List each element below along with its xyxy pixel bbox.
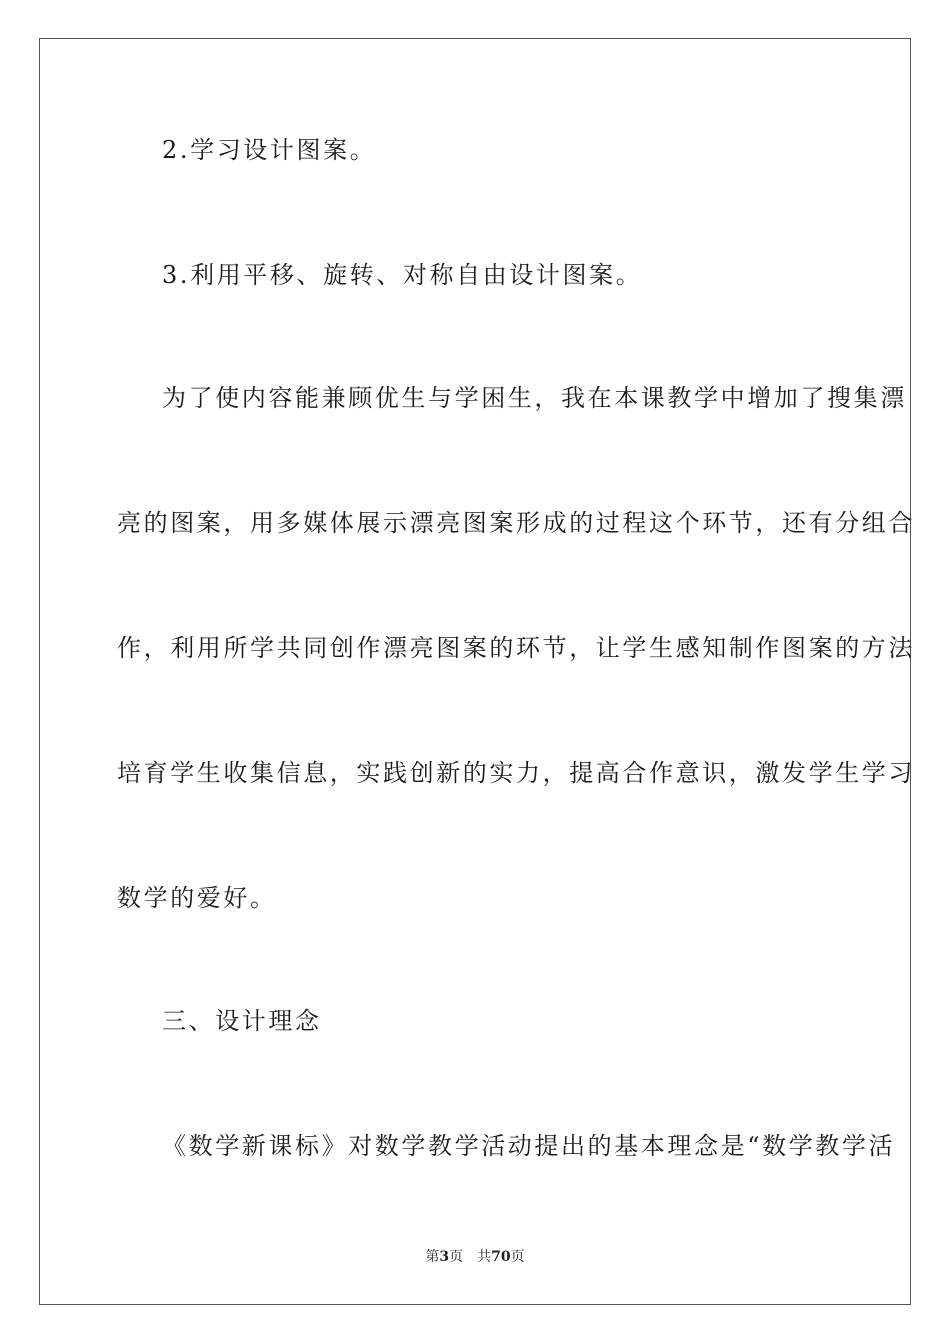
section-heading: 三、设计理念 <box>162 1007 322 1035</box>
paragraph-line: 数学的爱好。 <box>117 884 277 912</box>
paragraph-line: 培育学生收集信息，实践创新的实力，提高合作意识，激发学生学习 <box>117 759 915 787</box>
page-number: 3 <box>439 1249 450 1265</box>
page-label-suffix: 页 <box>449 1249 464 1265</box>
total-pages: 70 <box>491 1249 511 1265</box>
list-item-2: 2.学习设计图案。 <box>162 136 377 164</box>
paragraph-line: 《数学新课标》对数学教学活动提出的基本理念是“数学教学活 <box>162 1132 896 1160</box>
total-label-suffix: 页 <box>510 1249 525 1265</box>
paragraph-line: 亮的图案，用多媒体展示漂亮图案形成的过程这个环节，还有分组合 <box>117 509 915 537</box>
page-footer <box>0 1248 950 1266</box>
page-label-prefix: 第 <box>425 1249 440 1265</box>
paragraph-line: 作，利用所学共同创作漂亮图案的环节，让学生感知制作图案的方法 <box>117 634 915 662</box>
list-item-3: 3.利用平移、旋转、对称自由设计图案。 <box>162 261 643 289</box>
total-label-prefix: 共 <box>477 1249 492 1265</box>
page-border <box>39 38 911 1305</box>
paragraph-line: 为了使内容能兼顾优生与学困生，我在本课教学中增加了搜集漂 <box>162 384 907 412</box>
